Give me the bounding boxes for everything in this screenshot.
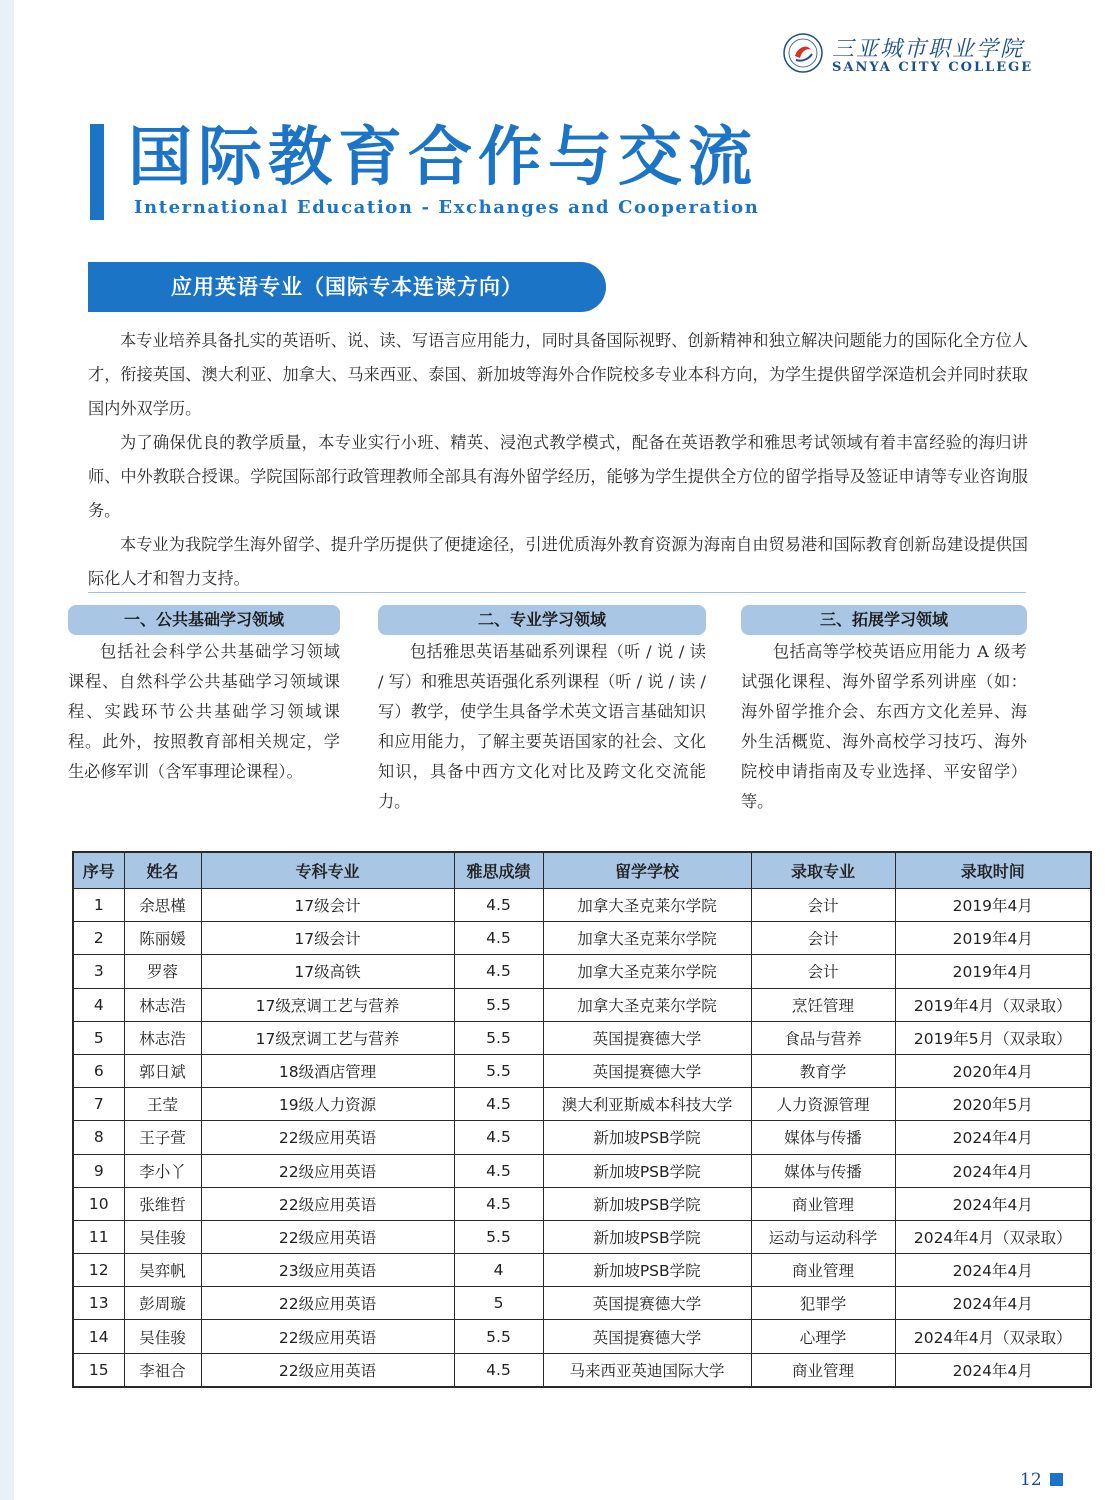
table-cell: 4 bbox=[73, 988, 124, 1021]
table-cell: 烹饪管理 bbox=[751, 988, 895, 1021]
table-cell: 英国提赛德大学 bbox=[543, 1320, 751, 1353]
table-header-cell: 序号 bbox=[73, 852, 124, 889]
table-header-cell: 雅思成绩 bbox=[454, 852, 543, 889]
table-header-row bbox=[73, 852, 1091, 889]
table-cell: 5.5 bbox=[454, 1220, 543, 1253]
table-cell: 郭日斌 bbox=[124, 1054, 201, 1087]
column-heading: 一、公共基础学习领域 bbox=[68, 605, 340, 635]
intro-paragraph: 本专业为我院学生海外留学、提升学历提供了便捷途径，引进优质海外教育资源为海南自由贸易港和国际教育创新岛建设提供国际化人才和智力支持。 bbox=[88, 535, 1028, 588]
column-public-foundation bbox=[68, 605, 340, 787]
table-cell: 7 bbox=[73, 1088, 124, 1121]
table-cell: 王子萱 bbox=[124, 1121, 201, 1154]
table-row bbox=[73, 1088, 1091, 1121]
table-cell: 4 bbox=[454, 1254, 543, 1287]
table-cell: 22级应用英语 bbox=[201, 1187, 454, 1220]
table-cell: 2024年4月 bbox=[895, 1353, 1091, 1387]
table-cell: 5.5 bbox=[454, 988, 543, 1021]
page-number-marker bbox=[1050, 1473, 1063, 1486]
table-row bbox=[73, 955, 1091, 988]
table-cell: 陈丽媛 bbox=[124, 922, 201, 955]
table-cell: 2024年4月 bbox=[895, 1154, 1091, 1187]
table-cell: 会计 bbox=[751, 889, 895, 922]
column-text: 包括雅思英语基础系列课程（听 / 说 / 读 / 写）和雅思英语强化系列课程（听 / 说 / 读 / 写）教学，使学生具备学术英文语言基础知识和应用能力，了解主要英语国家的社会、文化知识，具备中西方文化对比及跨文化交流能力。 bbox=[378, 642, 706, 811]
table-cell: 5.5 bbox=[454, 1054, 543, 1087]
table-header-cell: 录取专业 bbox=[751, 852, 895, 889]
table-row bbox=[73, 1154, 1091, 1187]
table-cell: 2020年4月 bbox=[895, 1054, 1091, 1087]
table-cell: 4.5 bbox=[454, 955, 543, 988]
table-header-cell: 专科专业 bbox=[201, 852, 454, 889]
table-cell: 运动与运动科学 bbox=[751, 1220, 895, 1253]
table-cell: 17级烹调工艺与营养 bbox=[201, 988, 454, 1021]
table-cell: 马来西亚英迪国际大学 bbox=[543, 1353, 751, 1387]
table-cell: 新加坡PSB学院 bbox=[543, 1187, 751, 1220]
table-cell: 新加坡PSB学院 bbox=[543, 1220, 751, 1253]
table-row bbox=[73, 1220, 1091, 1253]
college-emblem-icon bbox=[782, 32, 824, 74]
table-cell: 17级高铁 bbox=[201, 955, 454, 988]
table-cell: 2 bbox=[73, 922, 124, 955]
table-cell: 17级会计 bbox=[201, 889, 454, 922]
table-cell: 13 bbox=[73, 1287, 124, 1320]
table-cell: 会计 bbox=[751, 922, 895, 955]
table-cell: 22级应用英语 bbox=[201, 1287, 454, 1320]
table-row bbox=[73, 1254, 1091, 1287]
table-cell: 教育学 bbox=[751, 1054, 895, 1087]
table-cell: 17级会计 bbox=[201, 922, 454, 955]
table-row bbox=[73, 1121, 1091, 1154]
column-extension bbox=[741, 605, 1027, 817]
table-cell: 9 bbox=[73, 1154, 124, 1187]
table-cell: 2020年5月 bbox=[895, 1088, 1091, 1121]
table-cell: 加拿大圣克莱尔学院 bbox=[543, 955, 751, 988]
table-cell: 王莹 bbox=[124, 1088, 201, 1121]
left-edge-strip bbox=[0, 0, 14, 1500]
table-cell: 8 bbox=[73, 1121, 124, 1154]
table-cell: 2019年4月 bbox=[895, 955, 1091, 988]
column-text: 包括社会科学公共基础学习领域课程、自然科学公共基础学习领域课程、实践环节公共基础学习领域课程。此外，按照教育部相关规定，学生必修军训（含军事理论课程）。 bbox=[68, 642, 340, 781]
table-cell: 2024年4月 bbox=[895, 1287, 1091, 1320]
table-cell: 加拿大圣克莱尔学院 bbox=[543, 988, 751, 1021]
table-cell: 2024年4月（双录取） bbox=[895, 1220, 1091, 1253]
section-divider bbox=[88, 592, 1026, 593]
table-cell: 12 bbox=[73, 1254, 124, 1287]
table-cell: 6 bbox=[73, 1054, 124, 1087]
table-cell: 22级应用英语 bbox=[201, 1121, 454, 1154]
page-number: 12 bbox=[1020, 1470, 1042, 1490]
table-cell: 2019年5月（双录取） bbox=[895, 1021, 1091, 1054]
column-heading: 二、专业学习领域 bbox=[378, 605, 706, 635]
table-cell: 心理学 bbox=[751, 1320, 895, 1353]
table-cell: 5.5 bbox=[454, 1021, 543, 1054]
table-cell: 10 bbox=[73, 1187, 124, 1220]
column-professional bbox=[378, 605, 706, 817]
table-cell: 22级应用英语 bbox=[201, 1220, 454, 1253]
intro-paragraph: 本专业培养具备扎实的英语听、说、读、写语言应用能力，同时具备国际视野、创新精神和独立解决问题能力的国际化全方位人才，衔接英国、澳大利亚、加拿大、马来西亚、泰国、新加坡等海外合作院校多专业本科方向，为学生提供留学深造机会并同时获取国内外双学历。 bbox=[88, 331, 1028, 418]
table-cell: 4.5 bbox=[454, 1121, 543, 1154]
table-cell: 英国提赛德大学 bbox=[543, 1054, 751, 1087]
page-subtitle: International Education - Exchanges and Cooperation bbox=[134, 197, 760, 218]
table-cell: 会计 bbox=[751, 955, 895, 988]
table-cell: 1 bbox=[73, 889, 124, 922]
table-cell: 2019年4月（双录取） bbox=[895, 988, 1091, 1021]
column-text: 包括高等学校英语应用能力 A 级考试强化课程、海外留学系列讲座（如：海外留学推介会、东西方文化差异、海外生活概览、海外高校学习技巧、海外院校申请指南及专业选择、平安留学）等。 bbox=[741, 642, 1027, 811]
table-cell: 17级烹调工艺与营养 bbox=[201, 1021, 454, 1054]
table-body bbox=[73, 889, 1091, 1387]
table-header-cell: 留学学校 bbox=[543, 852, 751, 889]
table-cell: 商业管理 bbox=[751, 1187, 895, 1220]
table-cell: 2019年4月 bbox=[895, 889, 1091, 922]
college-logo bbox=[782, 30, 1034, 80]
logo-english-name: SANYA CITY COLLEGE bbox=[832, 60, 1034, 75]
table-cell: 犯罪学 bbox=[751, 1287, 895, 1320]
table-cell: 商业管理 bbox=[751, 1254, 895, 1287]
table-cell: 4.5 bbox=[454, 1154, 543, 1187]
table-cell: 余思槿 bbox=[124, 889, 201, 922]
table-cell: 李祖合 bbox=[124, 1353, 201, 1387]
table-cell: 媒体与传播 bbox=[751, 1121, 895, 1154]
table-cell: 加拿大圣克莱尔学院 bbox=[543, 922, 751, 955]
table-cell: 4.5 bbox=[454, 922, 543, 955]
table-cell: 张维哲 bbox=[124, 1187, 201, 1220]
intro-text bbox=[88, 324, 1028, 596]
table-cell: 14 bbox=[73, 1320, 124, 1353]
table-row bbox=[73, 988, 1091, 1021]
table-cell: 4.5 bbox=[454, 1187, 543, 1220]
title-accent-bar bbox=[90, 124, 104, 220]
table-cell: 吴弈帆 bbox=[124, 1254, 201, 1287]
table-cell: 19级人力资源 bbox=[201, 1088, 454, 1121]
table-cell: 媒体与传播 bbox=[751, 1154, 895, 1187]
table-cell: 2019年4月 bbox=[895, 922, 1091, 955]
table-header-cell: 姓名 bbox=[124, 852, 201, 889]
table-cell: 11 bbox=[73, 1220, 124, 1253]
table-row bbox=[73, 1021, 1091, 1054]
table-cell: 2024年4月 bbox=[895, 1254, 1091, 1287]
table-cell: 2024年4月 bbox=[895, 1187, 1091, 1220]
table-cell: 新加坡PSB学院 bbox=[543, 1254, 751, 1287]
section-banner: 应用英语专业（国际专本连读方向） bbox=[88, 262, 606, 312]
table-cell: 林志浩 bbox=[124, 1021, 201, 1054]
page-title: 国际教育合作与交流 bbox=[128, 121, 758, 195]
table-cell: 彭周璇 bbox=[124, 1287, 201, 1320]
table-cell: 3 bbox=[73, 955, 124, 988]
table-cell: 22级应用英语 bbox=[201, 1353, 454, 1387]
table-cell: 22级应用英语 bbox=[201, 1154, 454, 1187]
table-cell: 加拿大圣克莱尔学院 bbox=[543, 889, 751, 922]
column-heading: 三、拓展学习领域 bbox=[741, 605, 1027, 635]
table-cell: 5 bbox=[454, 1287, 543, 1320]
table-cell: 4.5 bbox=[454, 1088, 543, 1121]
table-cell: 罗蓉 bbox=[124, 955, 201, 988]
table-row bbox=[73, 1287, 1091, 1320]
table-cell: 商业管理 bbox=[751, 1353, 895, 1387]
table-row bbox=[73, 1353, 1091, 1387]
table-cell: 新加坡PSB学院 bbox=[543, 1154, 751, 1187]
table-cell: 澳大利亚斯威本科技大学 bbox=[543, 1088, 751, 1121]
table-cell: 英国提赛德大学 bbox=[543, 1021, 751, 1054]
table-cell: 22级应用英语 bbox=[201, 1320, 454, 1353]
admission-table bbox=[72, 851, 1092, 1388]
table-cell: 5 bbox=[73, 1021, 124, 1054]
table-cell: 18级酒店管理 bbox=[201, 1054, 454, 1087]
table-cell: 英国提赛德大学 bbox=[543, 1287, 751, 1320]
table-cell: 23级应用英语 bbox=[201, 1254, 454, 1287]
table-cell: 4.5 bbox=[454, 889, 543, 922]
table-cell: 新加坡PSB学院 bbox=[543, 1121, 751, 1154]
table-row bbox=[73, 1320, 1091, 1353]
table-cell: 人力资源管理 bbox=[751, 1088, 895, 1121]
table-cell: 5.5 bbox=[454, 1320, 543, 1353]
admission-table-wrap bbox=[72, 851, 1072, 1388]
table-cell: 林志浩 bbox=[124, 988, 201, 1021]
table-cell: 2024年4月 bbox=[895, 1121, 1091, 1154]
table-cell: 吴佳骏 bbox=[124, 1220, 201, 1253]
table-cell: 2024年4月（双录取） bbox=[895, 1320, 1091, 1353]
table-row bbox=[73, 1187, 1091, 1220]
table-cell: 4.5 bbox=[454, 1353, 543, 1387]
logo-chinese-name: 三亚城市职业学院 bbox=[832, 37, 1025, 62]
table-cell: 食品与营养 bbox=[751, 1021, 895, 1054]
table-row bbox=[73, 922, 1091, 955]
table-row bbox=[73, 889, 1091, 922]
table-cell: 吴佳骏 bbox=[124, 1320, 201, 1353]
table-row bbox=[73, 1054, 1091, 1087]
intro-paragraph: 为了确保优良的教学质量，本专业实行小班、精英、浸泡式教学模式，配备在英语教学和雅思考试领域有着丰富经验的海归讲师、中外教联合授课。学院国际部行政管理教师全部具有海外留学经历，能够为学生提供全方位的留学指导及签证申请等专业咨询服务。 bbox=[88, 433, 1028, 520]
table-cell: 李小丫 bbox=[124, 1154, 201, 1187]
table-cell: 15 bbox=[73, 1353, 124, 1387]
table-header-cell: 录取时间 bbox=[895, 852, 1091, 889]
